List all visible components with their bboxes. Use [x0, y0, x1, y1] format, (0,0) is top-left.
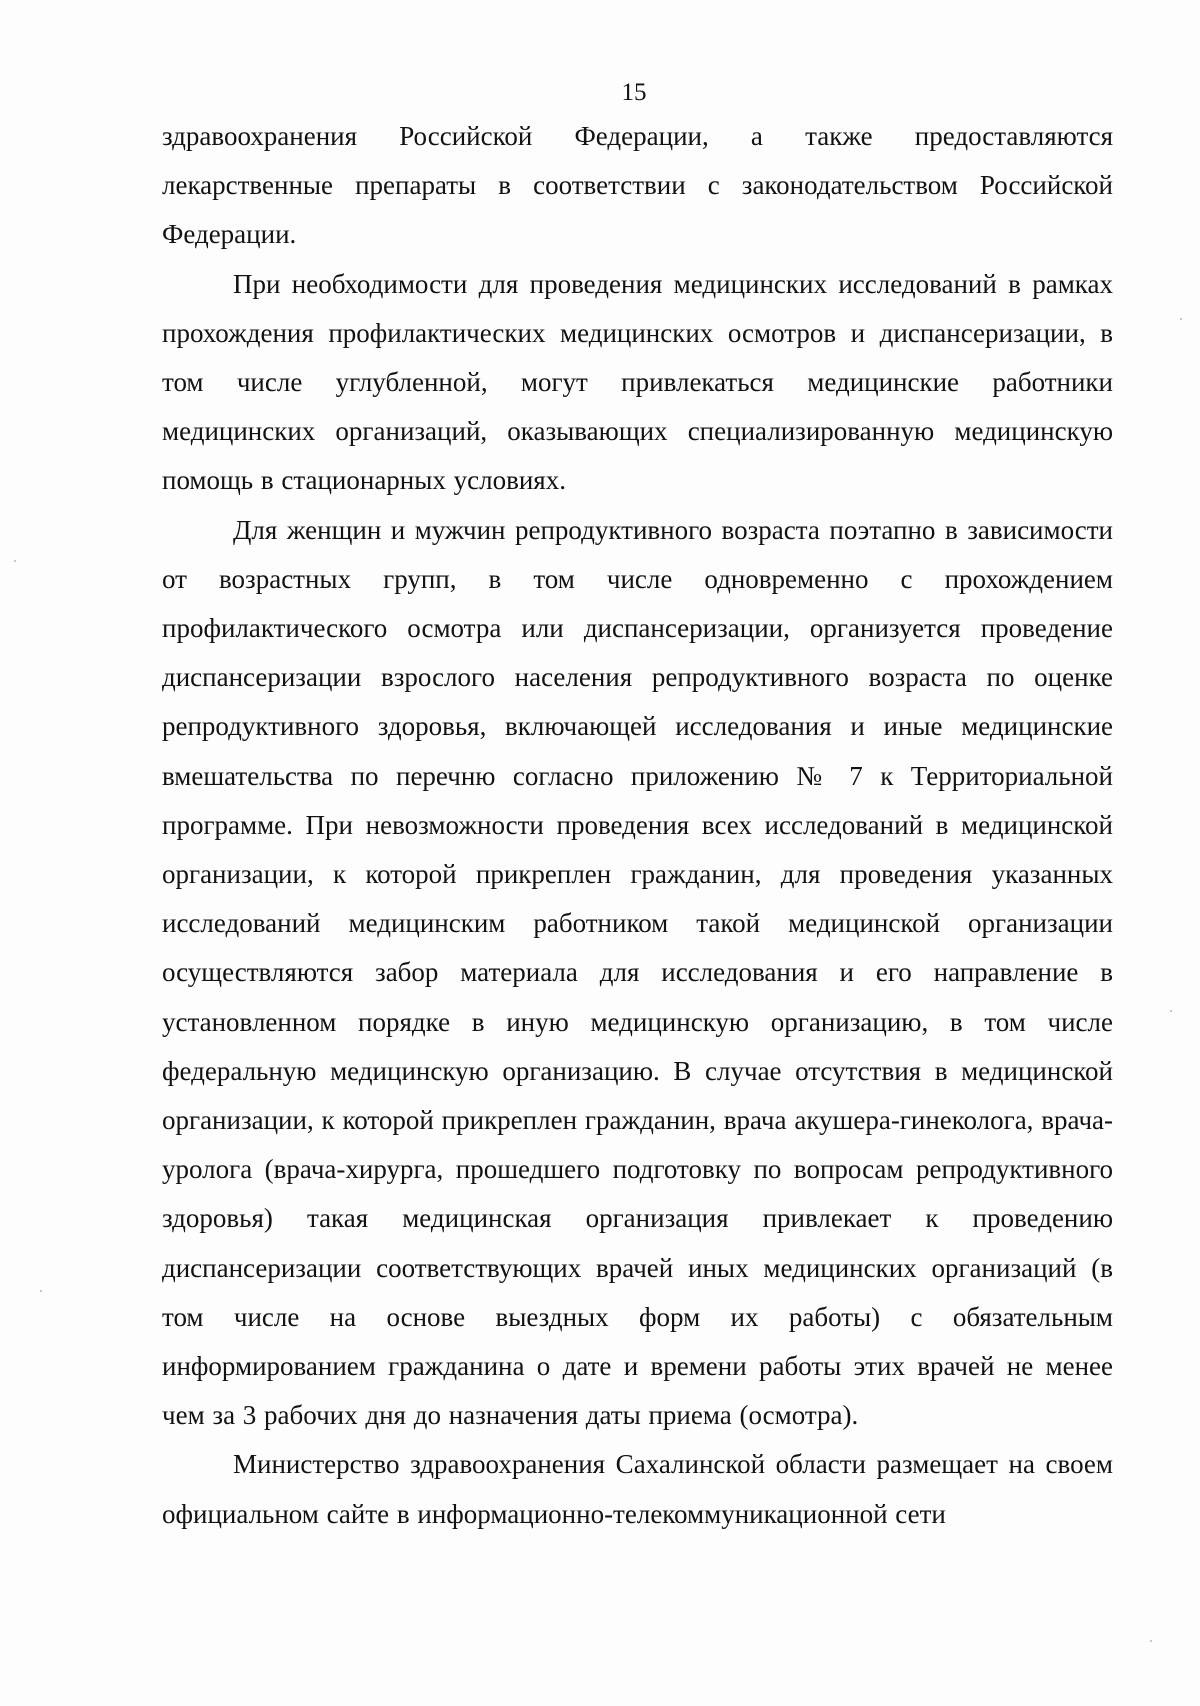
scan-speck — [1150, 1640, 1152, 1642]
paragraph-continuation: здравоохранения Российской Федерации, а также предоставляются лекарственные препараты в соответствии с законодательством Российской Федерации. — [162, 121, 1113, 250]
page-number: 15 — [621, 79, 647, 106]
document-body — [162, 112, 1113, 1539]
paragraph-reproductive-screening: Для женщин и мужчин репродуктивного возраста поэтапно в зависимости от возрастных групп, в том числе одновременно с прохождением профилактического осмотра или диспансеризации, организуется проведение диспансеризации взрослого населения репродуктивного возраста по оценке репродуктивного здоровья, включающей исследования и иные медицинские вмешательства по перечню согласно приложению № 7 к Территориальной программе. При невозможности проведения всех исследований в медицинской организации, к которой прикреплен гражданин, для проведения указанных исследований медицинским работником такой медицинской организации осуществляются забор материала для исследования и его направление в установленном порядке в иную медицинскую организацию, в том числе федеральную медицинскую организацию. В случае отсутствия в медицинской организации, к которой прикреплен гражданин, врача акушера-гинеколога, врача-уролога (врача-хирурга, прошедшего подготовку по вопросам репродуктивного здоровья) такая медицинская организация привлекает к проведению диспансеризации соответствующих врачей иных медицинских организаций (в том числе на основе выездных форм их работы) с обязательным информированием гражданина о дате и времени работы этих врачей не менее чем за 3 рабочих дня до назначения даты приема (осмотра). — [162, 514, 1113, 1431]
paragraph-medical-workers: При необходимости для проведения медицинских исследований в рамках прохождения профилактических медицинских осмотров и диспансеризации, в том числе углубленной, могут привлекаться медицинские работники медицинских организаций, оказывающих специализированную медицинскую помощь в стационарных условиях. — [162, 268, 1113, 496]
scan-speck — [40, 1290, 42, 1292]
scan-speck — [1180, 318, 1182, 320]
scan-speck — [14, 560, 16, 562]
paragraph-ministry-website: Министерство здравоохранения Сахалинской области размещает на своем официальном сайте в информационно-телекоммуникационной сети — [162, 1449, 1113, 1529]
scan-speck — [1170, 1010, 1172, 1012]
